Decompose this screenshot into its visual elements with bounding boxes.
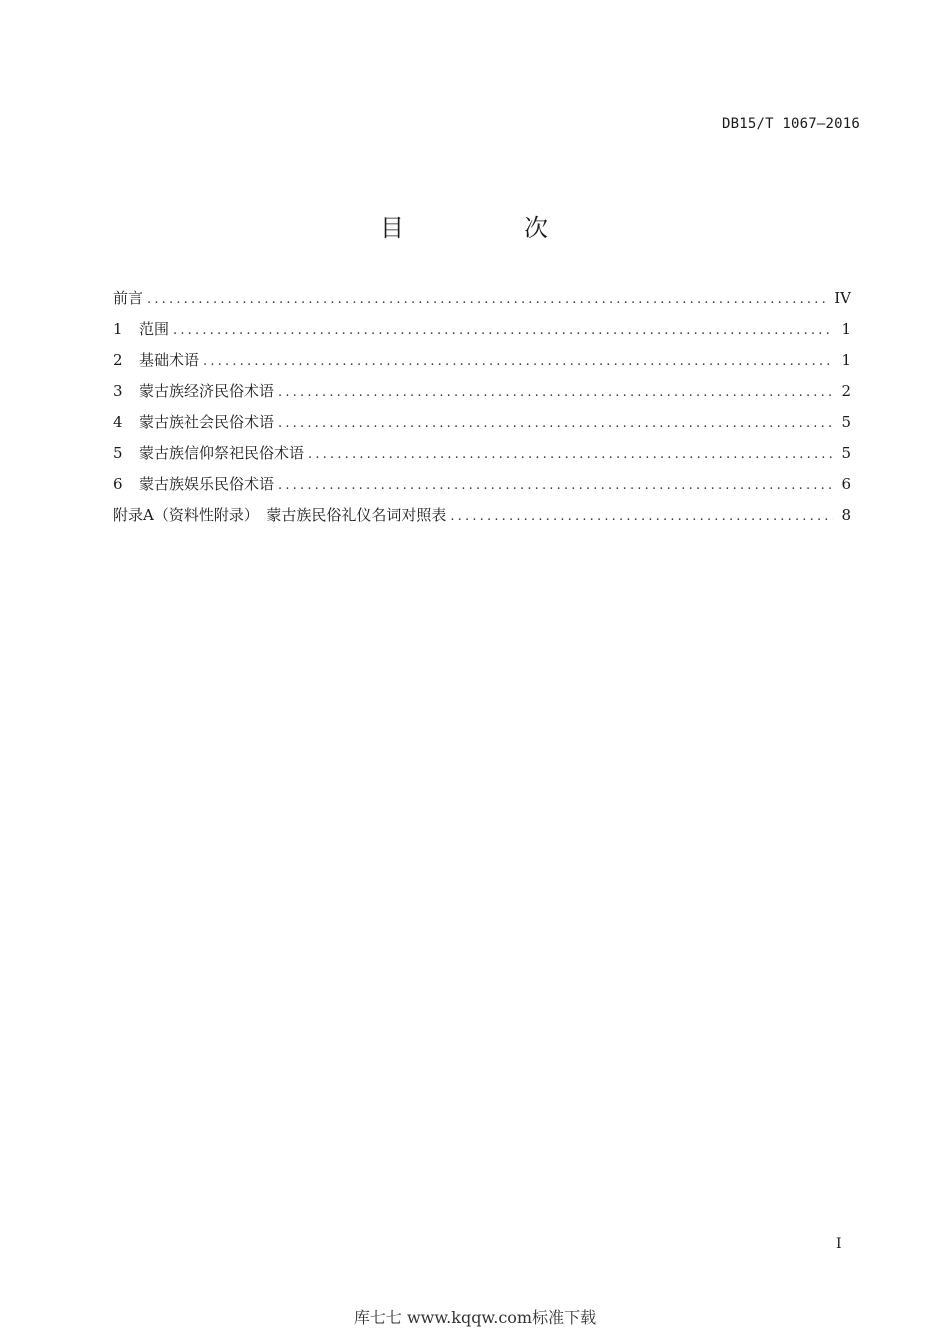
toc-leader-dots — [278, 416, 833, 431]
toc-entry-label: 附录A（资料性附录） 蒙古族民俗礼仪名词对照表 — [113, 506, 447, 524]
toc-entry-label: 基础术语 — [139, 351, 200, 369]
toc-entry-number: 2 — [113, 351, 123, 369]
toc-entry-number: 3 — [113, 382, 123, 400]
toc-entry-page: 6 — [841, 475, 851, 493]
toc-entry-number: 5 — [113, 444, 123, 462]
toc-entry-page: 5 — [841, 444, 851, 462]
toc-title: 目 次 — [380, 214, 596, 242]
toc-leader-dots — [308, 447, 833, 462]
toc-entry-social-folk[interactable] — [113, 411, 851, 442]
toc-entry-label: 蒙古族信仰祭祀民俗术语 — [139, 444, 305, 462]
toc-entry-label: 蒙古族经济民俗术语 — [139, 382, 275, 400]
toc-entry-basic-terms[interactable] — [113, 349, 851, 380]
footer-watermark: 库七七 www.kqqw.com标准下载 — [353, 1308, 597, 1327]
toc-entry-foreword[interactable] — [113, 287, 851, 318]
toc-leader-dots — [278, 385, 833, 400]
toc-leader-dots — [147, 292, 828, 307]
toc-entry-page: 8 — [841, 506, 851, 524]
page-number: I — [836, 1236, 842, 1252]
toc-leader-dots — [173, 323, 833, 338]
document-code: DB15/T 1067—2016 — [721, 116, 860, 132]
toc-entry-label: 前言 — [113, 289, 144, 307]
toc-leader-dots — [278, 478, 833, 493]
toc-leader-dots — [203, 354, 833, 369]
toc-entry-label: 蒙古族社会民俗术语 — [139, 413, 275, 431]
toc-entry-number: 6 — [113, 475, 123, 493]
toc-entry-page: IV — [834, 289, 851, 307]
toc-entry-number: 1 — [113, 320, 123, 338]
toc-entry-entertainment-folk[interactable] — [113, 473, 851, 504]
toc-entry-page: 2 — [841, 382, 851, 400]
toc-entry-number: 4 — [113, 413, 123, 431]
toc-entry-appendix-a[interactable] — [113, 504, 851, 535]
toc-entry-label: 蒙古族娱乐民俗术语 — [139, 475, 275, 493]
table-of-contents — [113, 287, 851, 535]
toc-entry-belief-folk[interactable] — [113, 442, 851, 473]
toc-leader-dots — [450, 509, 833, 524]
toc-entry-economic-folk[interactable] — [113, 380, 851, 411]
toc-entry-page: 1 — [841, 351, 851, 369]
toc-entry-page: 1 — [841, 320, 851, 338]
toc-entry-scope[interactable] — [113, 318, 851, 349]
toc-entry-page: 5 — [841, 413, 851, 431]
toc-entry-label: 范围 — [139, 320, 170, 338]
